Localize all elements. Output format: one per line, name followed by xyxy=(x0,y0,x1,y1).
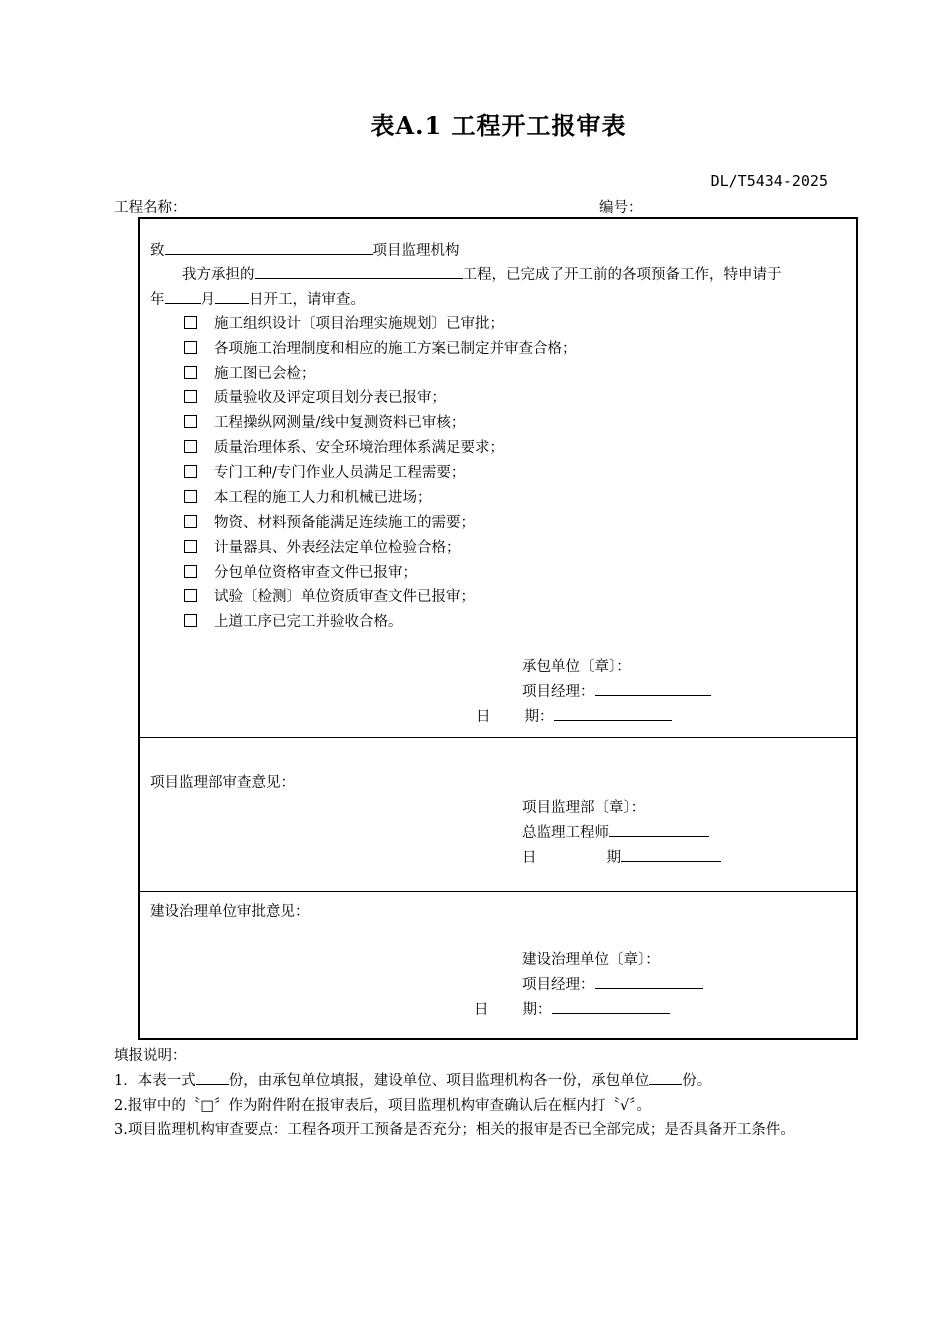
checklist-item-label: 专门工种/专门作业人员满足工程需要； xyxy=(214,465,466,481)
checklist-item xyxy=(184,362,316,383)
checklist-item xyxy=(184,312,504,333)
checklist-item-label: 本工程的施工人力和机械已进场； xyxy=(214,490,432,506)
contractor-pm-line xyxy=(522,680,711,701)
checklist-item-label: 质量治理体系、安全环境治理体系满足要求； xyxy=(214,440,504,456)
checkbox[interactable] xyxy=(184,440,197,453)
checklist-item-label: 施工图已会检； xyxy=(214,366,316,382)
date-label-part: 日 xyxy=(474,1002,489,1018)
owner-seal-label: 建设治理单位〔章〕： xyxy=(522,952,660,968)
checkbox[interactable] xyxy=(184,341,197,354)
checklist-item-label: 工程操纵网测量/线中复测资料已审核； xyxy=(214,415,466,431)
checklist-item-label: 计量器具、外表经法定单位检验合格； xyxy=(214,540,461,556)
owner-pm-line xyxy=(522,973,703,994)
section-divider xyxy=(140,737,856,738)
addressee-line xyxy=(150,239,460,260)
note-1-part: 份。 xyxy=(682,1073,712,1089)
checkbox[interactable] xyxy=(184,390,197,403)
checklist-item xyxy=(184,411,465,432)
checklist-item xyxy=(184,610,403,631)
supervision-date-blank[interactable] xyxy=(621,847,721,862)
checkbox[interactable] xyxy=(184,540,197,553)
body-line xyxy=(182,263,782,284)
owner-date-line xyxy=(474,998,670,1019)
addressee-blank[interactable] xyxy=(165,240,373,255)
checklist-item-label: 上道工序已完工并验收合格。 xyxy=(214,614,403,630)
contractor-seal-label: 承包单位〔章〕： xyxy=(522,659,631,675)
checklist-item xyxy=(184,585,475,606)
date-label-part: 日 xyxy=(522,850,537,866)
checkbox[interactable] xyxy=(184,316,197,329)
contractor-date-line xyxy=(476,705,672,726)
checkbox[interactable] xyxy=(184,614,197,627)
checklist-item xyxy=(184,536,461,557)
date-label-part: 期： xyxy=(524,709,554,725)
notes-heading: 填报说明： xyxy=(114,1048,187,1064)
month-blank[interactable] xyxy=(165,289,201,304)
supervision-seal-label: 项目监理部〔章〕： xyxy=(522,800,646,816)
page-title: 表A.1 工程开工报审表 xyxy=(370,111,627,140)
note-2: 2.报审中的〝□〞作为附件附在报审表后，项目监理机构审查确认后在框内打〝√〞。 xyxy=(114,1098,652,1114)
supervision-date-line xyxy=(522,846,721,867)
checklist-item xyxy=(184,461,465,482)
date-year-label: 年 xyxy=(150,292,165,308)
contractor-date-blank[interactable] xyxy=(554,706,672,721)
date-day-label: 日开工，请审查。 xyxy=(249,292,365,308)
checkbox[interactable] xyxy=(184,366,197,379)
addressee-prefix: 致 xyxy=(150,243,165,259)
contractor-pm-label: 项目经理： xyxy=(522,684,595,700)
note-3: 3.项目监理机构审查要点：工程各项开工预备是否充分；相关的报审是否已全部完成；是否具备开工条件。 xyxy=(114,1122,795,1138)
owner-pm-blank[interactable] xyxy=(595,974,703,989)
note-1-part: 份，由承包单位填报，建设单位、项目监理机构各一份，承包单位 xyxy=(228,1073,650,1089)
note-1 xyxy=(114,1069,711,1090)
body-prefix: 我方承担的 xyxy=(182,267,255,283)
contractor-copies-blank[interactable] xyxy=(649,1070,682,1085)
project-name-label: 工程名称： xyxy=(114,200,187,216)
standard-code: DL/T5434-2025 xyxy=(710,172,828,190)
checkbox[interactable] xyxy=(184,515,197,528)
checklist-item-label: 试验〔检测〕单位资质审查文件已报审； xyxy=(214,589,475,605)
supervision-opinion-label: 项目监理部审查意见： xyxy=(150,775,295,791)
checkbox[interactable] xyxy=(184,490,197,503)
application-form xyxy=(138,217,858,1040)
checklist-item-label: 物资、材料预备能满足连续施工的需要； xyxy=(214,515,475,531)
contractor-pm-blank[interactable] xyxy=(595,681,711,696)
chief-engineer-blank[interactable] xyxy=(609,822,709,837)
note-1-part: 1．本表一式 xyxy=(114,1073,196,1089)
serial-number-label: 编号： xyxy=(599,200,643,216)
checklist-item xyxy=(184,486,432,507)
date-month-label: 月 xyxy=(200,292,215,308)
checklist-item-label: 各项施工治理制度和相应的施工方案已制定并审查合格； xyxy=(214,341,577,357)
date-label-part: 期： xyxy=(522,1002,552,1018)
checklist-item-label: 分包单位资格审查文件已报审； xyxy=(214,565,417,581)
addressee-suffix: 项目监理机构 xyxy=(372,243,460,259)
checklist-item xyxy=(184,386,446,407)
owner-opinion-label: 建设治理单位审批意见： xyxy=(150,904,310,920)
chief-engineer-line xyxy=(522,821,709,842)
checkbox[interactable] xyxy=(184,415,197,428)
project-blank[interactable] xyxy=(255,264,463,279)
body-suffix: 工程，已完成了开工前的各项预备工作，特申请于 xyxy=(462,267,782,283)
checklist-item xyxy=(184,436,504,457)
date-label-part: 期 xyxy=(606,850,621,866)
checklist-item xyxy=(184,337,577,358)
checkbox[interactable] xyxy=(184,465,197,478)
checkbox[interactable] xyxy=(184,589,197,602)
chief-engineer-label: 总监理工程师 xyxy=(522,825,609,841)
checklist-item-label: 施工组织设计〔项目治理实施规划〕已审批； xyxy=(214,316,504,332)
section-divider xyxy=(140,891,856,892)
checklist-item-label: 质量验收及评定项目划分表已报审； xyxy=(214,390,446,406)
start-date-line xyxy=(150,288,365,309)
date-label-part: 日 xyxy=(476,709,491,725)
day-blank[interactable] xyxy=(215,289,249,304)
checklist-item xyxy=(184,511,475,532)
owner-date-blank[interactable] xyxy=(552,999,670,1014)
checklist-item xyxy=(184,561,417,582)
checkbox[interactable] xyxy=(184,565,197,578)
copies-blank[interactable] xyxy=(196,1070,229,1085)
owner-pm-label: 项目经理： xyxy=(522,977,595,993)
